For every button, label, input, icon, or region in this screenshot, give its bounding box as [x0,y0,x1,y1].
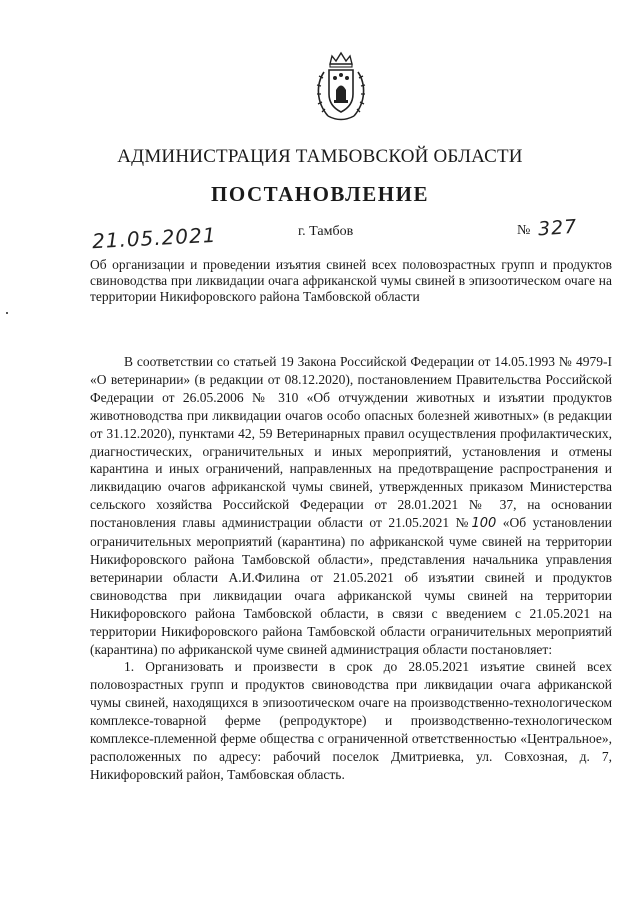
preamble-text-end: «Об установлении ограничительных мероприятий (карантина) по африканской чуме свиней на территории Никифоровского района Тамбовской области», представления начальника управления ветеринарии области А.И.Филина от 21.05.2021 об изъятии свиней и продуктов свиноводства при ликвидации очага африканской чумы свиней на территории Никифоровского района Тамбовской области, в связи с введением с 21.05.2021 на территории Никифоровского района Тамбовской области ограничительных мероприятий (карантина) по африканской чуме свиней администрация области постановляет: [90,515,612,657]
city-label: г. Тамбов [298,224,354,239]
handwritten-resolution-number: 100 [471,516,497,532]
document-subject: Об организации и проведении изъятия свиней всех половозрастных групп и продуктов свиноводства при ликвидации очага африканской чумы свиней в эпизоотическом очаге на территории Никифоровского района Тамбовской области [90,257,612,304]
document-body [90,353,612,784]
handwritten-date: 21.05.2021 [91,222,218,254]
organization-name: АДМИНИСТРАЦИЯ ТАМБОВСКОЙ ОБЛАСТИ [117,146,523,167]
number-label: № [517,223,531,238]
item-1-paragraph: 1. Организовать и произвести в срок до 28.05.2021 изъятие свиней всех половозрастных групп и продуктов свиноводства при ликвидации очага африканской чумы свиней, находящихся в эпизоотическом очаге на производственно-технологическом комплексе-товарной ферме (репродукторе) и производственно-технологическом комплексе-племенной ферме общества с ограниченной ответственностью «Центральное», расположенных по адресу: рабочий поселок Дмитриевка, ул. Совхозная, д. 7, Никифоровский район, Тамбовская область. [90,659,612,782]
preamble-text-start: В соответствии со статьей 19 Закона Российской Федерации от 14.05.1993 № 4979-I «О ветеринарии» (в редакции от 08.12.2020), постановлением Правительства Российской Федерации от 26.05.2006 № 310 «Об отчуждении животных и изъятии продуктов животноводства при ликвидации очагов особо опасных болезней животных» (в редакции от 31.12.2020), пунктами 42, 59 Ветеринарных правил осуществления профилактических, диагностических, ограничительных и иных мероприятий, установления и отмены карантина и иных ограничений, направленных на предотвращение распространения и ликвидацию очагов африканской чумы свиней, утвержденных приказом Министерства сельского хозяйства Российской Федерации от 28.01.2021 № 37, на основании постановления главы администрации области от 21.05.2021 № [90,354,612,531]
document-type-title: ПОСТАНОВЛЕНИЕ [211,182,429,206]
coat-of-arms-icon [312,50,370,126]
preamble-paragraph [90,353,612,658]
handwritten-number: 327 [537,215,578,241]
scan-speck [6,312,8,314]
